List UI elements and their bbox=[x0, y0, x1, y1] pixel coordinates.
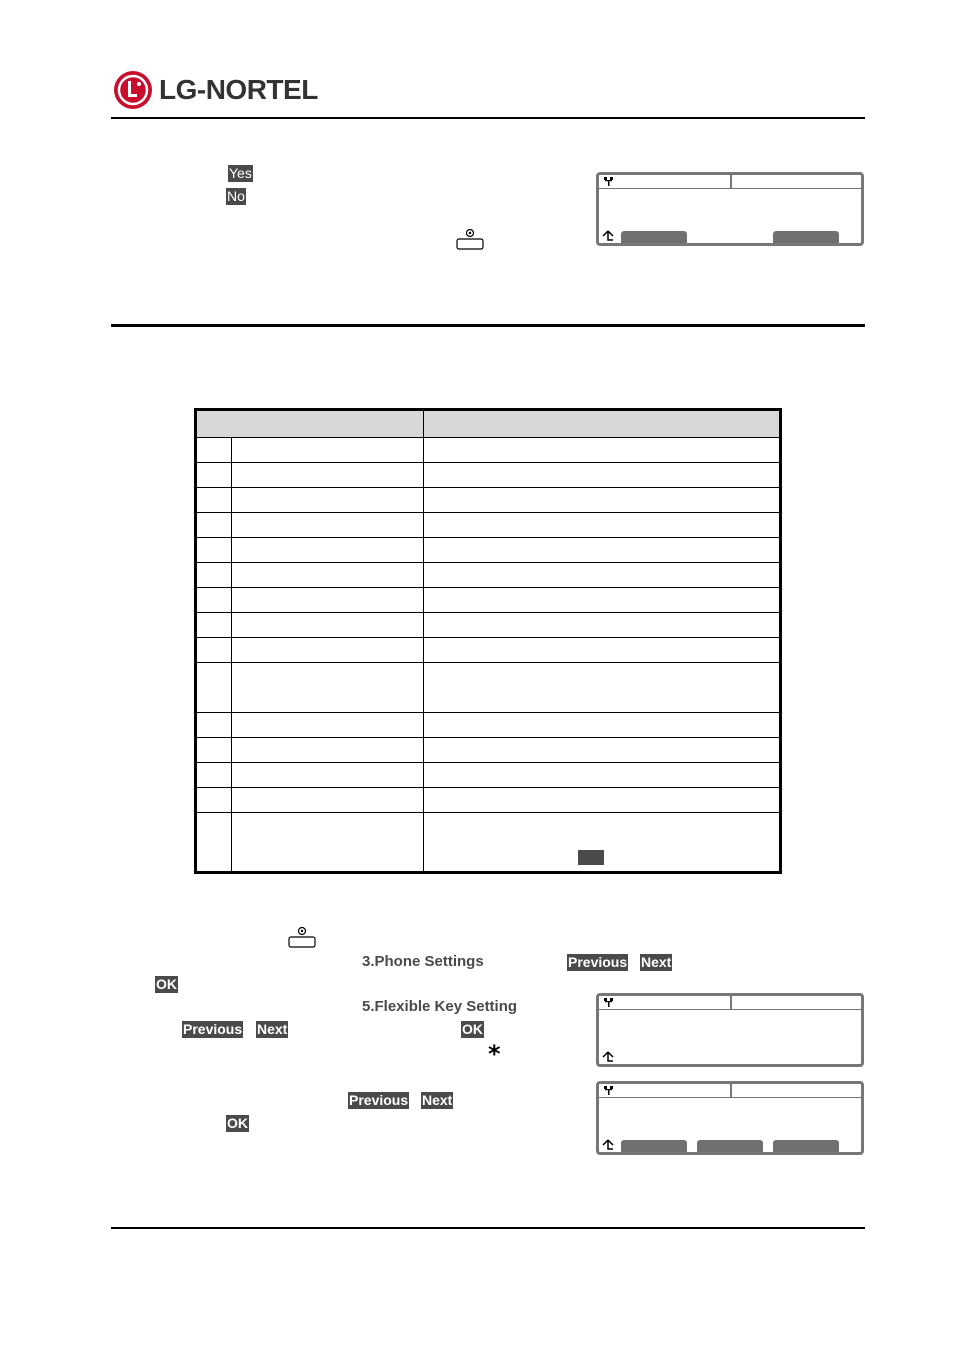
table-row bbox=[196, 812, 781, 872]
table-row bbox=[196, 538, 781, 563]
softkey-placeholder bbox=[578, 850, 604, 865]
table-row bbox=[196, 638, 781, 663]
logo-text: LG-NORTEL bbox=[159, 74, 318, 105]
next-softkey-label: Next bbox=[422, 1092, 453, 1108]
table-row bbox=[196, 513, 781, 538]
table-header-cell bbox=[424, 410, 781, 438]
footer-rule bbox=[111, 1227, 865, 1229]
network-icon bbox=[603, 998, 615, 1008]
lcd-display-bottom bbox=[596, 1081, 864, 1155]
lcd-softkey-yes[interactable] bbox=[621, 231, 687, 243]
table-row bbox=[196, 787, 781, 812]
header-rule bbox=[111, 117, 865, 119]
section-rule bbox=[111, 324, 865, 327]
ok-softkey-label: OK bbox=[156, 976, 177, 992]
ok-softkey-label: OK bbox=[462, 1021, 483, 1037]
table-header-row bbox=[196, 410, 781, 438]
back-arrow-icon bbox=[602, 1051, 614, 1063]
menu-item-flexible-key-setting: 5.Flexible Key Setting bbox=[362, 998, 518, 1015]
table-row bbox=[196, 663, 781, 712]
lg-logo-icon bbox=[113, 70, 153, 110]
lcd-softkey-next[interactable] bbox=[697, 1140, 763, 1152]
next-softkey-label: Next bbox=[641, 954, 672, 970]
back-arrow-icon bbox=[602, 1139, 614, 1151]
table-row bbox=[196, 613, 781, 638]
table-row bbox=[196, 488, 781, 513]
table-row bbox=[196, 463, 781, 488]
star-key-icon: * bbox=[488, 1040, 501, 1068]
table-row bbox=[196, 588, 781, 613]
network-icon bbox=[603, 1086, 615, 1096]
table-row bbox=[196, 737, 781, 762]
table-row bbox=[196, 762, 781, 787]
menu-key-icon bbox=[454, 228, 486, 252]
next-softkey-label: Next bbox=[257, 1021, 288, 1037]
table-row bbox=[196, 563, 781, 588]
lcd-softkey-previous[interactable] bbox=[621, 1140, 687, 1152]
no-softkey-label: No bbox=[227, 188, 245, 204]
back-arrow-icon bbox=[602, 230, 614, 242]
previous-softkey-label: Previous bbox=[568, 954, 628, 970]
menu-key-icon bbox=[286, 926, 318, 950]
lcd-display-top bbox=[596, 172, 864, 246]
yes-softkey-label: Yes bbox=[229, 165, 252, 181]
lcd-softkey-ok[interactable] bbox=[773, 1140, 839, 1152]
previous-softkey-label: Previous bbox=[183, 1021, 243, 1037]
logo bbox=[113, 70, 353, 110]
lcd-softkey-no[interactable] bbox=[773, 231, 839, 243]
flexible-key-menu-table bbox=[194, 408, 782, 874]
ok-softkey-label: OK bbox=[227, 1115, 248, 1131]
table-row bbox=[196, 438, 781, 463]
table-row bbox=[196, 712, 781, 737]
lcd-display-middle bbox=[596, 993, 864, 1067]
network-icon bbox=[603, 177, 615, 187]
menu-item-phone-settings: 3.Phone Settings bbox=[362, 953, 484, 970]
previous-softkey-label: Previous bbox=[349, 1092, 409, 1108]
table-header-cell bbox=[196, 410, 424, 438]
